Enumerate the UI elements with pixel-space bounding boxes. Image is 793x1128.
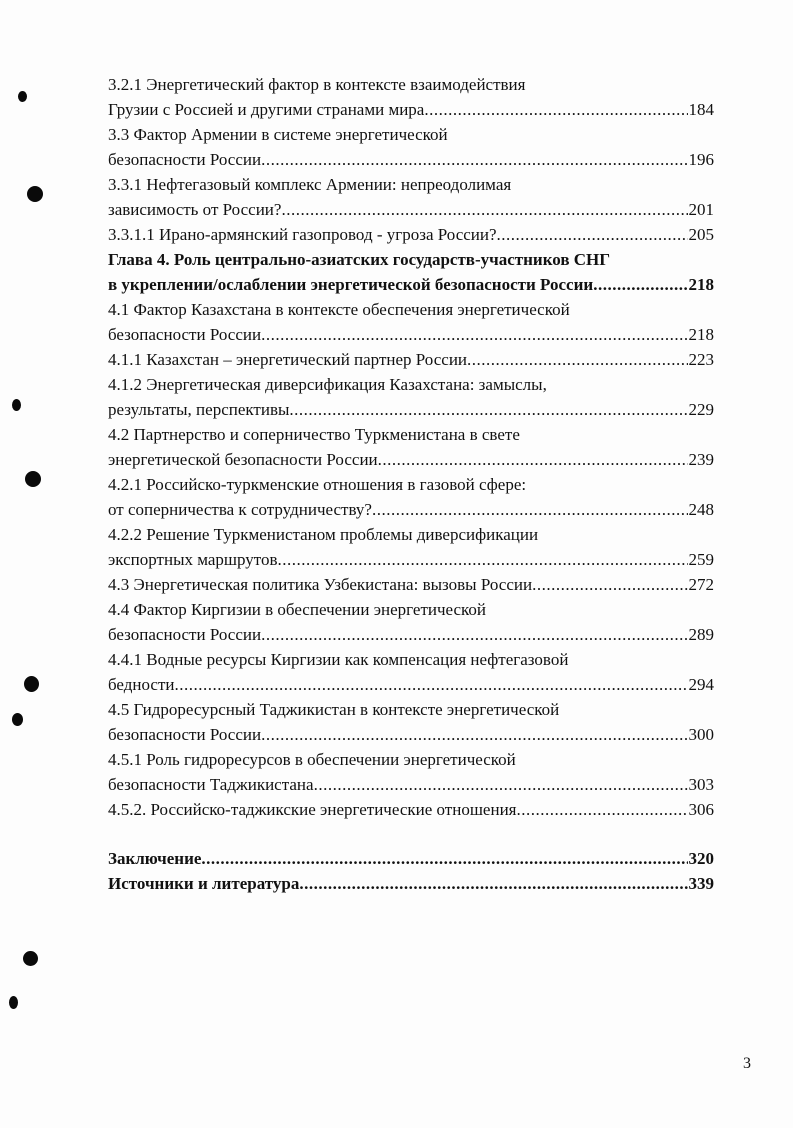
toc-entry-text: Грузии с Россией и другими странами мира bbox=[108, 100, 425, 119]
toc-line bbox=[108, 297, 714, 322]
toc-entry-text: 4.1.2 Энергетическая диверсификация Казахстана: замыслы, bbox=[108, 375, 547, 394]
toc-line bbox=[108, 447, 714, 472]
toc-entry-text: 4.4 Фактор Киргизии в обеспечении энергетической bbox=[108, 600, 487, 619]
binder-hole-mark bbox=[23, 951, 38, 966]
toc-line bbox=[108, 697, 714, 722]
binder-hole-mark bbox=[24, 676, 39, 692]
toc-entry-text: 3.3 Фактор Армении в системе энергетической bbox=[108, 125, 448, 144]
toc-entry-text: 4.2.1 Российско-туркменские отношения в газовой сфере: bbox=[108, 475, 527, 494]
toc-page-number: 201 bbox=[688, 200, 714, 219]
toc-entry-text: 4.3 Энергетическая политика Узбекистана: вызовы России bbox=[108, 575, 533, 594]
dot-leader bbox=[261, 722, 687, 747]
dot-leader bbox=[532, 572, 687, 597]
binder-hole-mark bbox=[25, 471, 41, 487]
toc-line bbox=[108, 572, 714, 597]
toc-page-number: 289 bbox=[688, 625, 714, 644]
toc-page-number: 294 bbox=[688, 675, 714, 694]
toc-line bbox=[108, 322, 714, 347]
binder-hole-mark bbox=[18, 91, 27, 102]
toc-entry-text: безопасности России bbox=[108, 325, 262, 344]
dot-leader bbox=[281, 197, 687, 222]
toc-page-number: 272 bbox=[688, 575, 714, 594]
toc-entry-text: безопасности Таджикистана bbox=[108, 775, 314, 794]
toc-page-number: 229 bbox=[688, 400, 714, 419]
toc-entry-text: бедности bbox=[108, 675, 175, 694]
toc-line bbox=[108, 497, 714, 522]
dot-leader bbox=[378, 447, 688, 472]
dot-leader bbox=[467, 347, 687, 372]
toc-line bbox=[108, 147, 714, 172]
toc-line bbox=[108, 222, 714, 247]
toc-entry-text: безопасности России bbox=[108, 625, 262, 644]
dot-leader bbox=[497, 222, 688, 247]
toc-line bbox=[108, 347, 714, 372]
dot-leader bbox=[261, 147, 687, 172]
toc-page-number: 218 bbox=[688, 275, 714, 294]
dot-leader bbox=[424, 97, 687, 122]
toc-entry-text: Заключение bbox=[108, 849, 202, 868]
toc-page-number: 320 bbox=[688, 849, 714, 868]
toc-line bbox=[108, 647, 714, 672]
toc-entry-text: экспортных маршрутов bbox=[108, 550, 278, 569]
dot-leader bbox=[175, 672, 688, 697]
toc-line bbox=[108, 122, 714, 147]
toc-line bbox=[108, 397, 714, 422]
toc-line bbox=[108, 522, 714, 547]
toc-page-number: 196 bbox=[688, 150, 714, 169]
page-number: 3 bbox=[743, 1055, 751, 1072]
toc-page-number: 184 bbox=[688, 100, 714, 119]
toc-page-number: 306 bbox=[688, 800, 714, 819]
dot-leader bbox=[278, 547, 688, 572]
dot-leader bbox=[372, 497, 688, 522]
dot-leader bbox=[299, 871, 687, 896]
binder-hole-mark bbox=[12, 713, 23, 726]
dot-leader bbox=[593, 272, 687, 297]
table-of-contents bbox=[108, 72, 714, 896]
toc-entry-text: 4.5.1 Роль гидроресурсов в обеспечении энергетической bbox=[108, 750, 516, 769]
toc-line bbox=[108, 597, 714, 622]
toc-line bbox=[108, 797, 714, 822]
toc-page-number: 205 bbox=[688, 225, 714, 244]
binder-hole-mark bbox=[12, 399, 21, 411]
toc-page-number: 218 bbox=[688, 325, 714, 344]
toc-entry-text: 4.2.2 Решение Туркменистаном проблемы диверсификации bbox=[108, 525, 539, 544]
toc-line bbox=[108, 372, 714, 397]
binder-hole-mark bbox=[27, 186, 43, 202]
toc-page-number: 223 bbox=[688, 350, 714, 369]
toc-entry-text: 3.3.1 Нефтегазовый комплекс Армении: непреодолимая bbox=[108, 175, 512, 194]
toc-entry-text: зависимость от России? bbox=[108, 200, 282, 219]
toc-entry-text: 4.5.2. Российско-таджикские энергетические отношения bbox=[108, 800, 517, 819]
toc-line bbox=[108, 672, 714, 697]
toc-chapter-heading bbox=[108, 272, 714, 297]
toc-entry-text: 4.1.1 Казахстан – энергетический партнер России bbox=[108, 350, 468, 369]
toc-line bbox=[108, 747, 714, 772]
toc-page-number: 248 bbox=[688, 500, 714, 519]
toc-entry-text: 4.2 Партнерство и соперничество Туркменистана в свете bbox=[108, 425, 520, 444]
toc-entry-text: энергетической безопасности России bbox=[108, 450, 378, 469]
toc-page-number: 300 bbox=[688, 725, 714, 744]
toc-entry-text: 4.4.1 Водные ресурсы Киргизии как компенсация нефтегазовой bbox=[108, 650, 569, 669]
toc-line bbox=[108, 547, 714, 572]
dot-leader bbox=[314, 772, 688, 797]
binder-hole-mark bbox=[9, 996, 18, 1009]
toc-line bbox=[108, 722, 714, 747]
toc-entry-text: от соперничества к сотрудничеству? bbox=[108, 500, 372, 519]
toc-sources bbox=[108, 871, 714, 896]
toc-entry-text: безопасности России bbox=[108, 725, 262, 744]
dot-leader bbox=[261, 322, 687, 347]
dot-leader bbox=[201, 846, 687, 871]
section-gap bbox=[108, 822, 714, 846]
toc-page-number: 303 bbox=[688, 775, 714, 794]
toc-conclusion bbox=[108, 846, 714, 871]
toc-entry-text: безопасности России bbox=[108, 150, 262, 169]
toc-line bbox=[108, 422, 714, 447]
toc-line bbox=[108, 472, 714, 497]
dot-leader bbox=[261, 622, 687, 647]
toc-page-number: 339 bbox=[688, 874, 714, 893]
toc-page-number: 259 bbox=[688, 550, 714, 569]
toc-entry-text: Глава 4. Роль центрально-азиатских государств-участников СНГ bbox=[108, 250, 611, 269]
toc-line bbox=[108, 97, 714, 122]
toc-entry-text: в укреплении/ослаблении энергетической безопасности России bbox=[108, 275, 594, 294]
toc-line bbox=[108, 772, 714, 797]
toc-entry-text: 4.1 Фактор Казахстана в контексте обеспечения энергетической bbox=[108, 300, 570, 319]
toc-chapter-heading bbox=[108, 247, 714, 272]
toc-entry-text: 4.5 Гидроресурсный Таджикистан в контексте энергетической bbox=[108, 700, 560, 719]
toc-line bbox=[108, 622, 714, 647]
toc-entry-text: результаты, перспективы bbox=[108, 400, 290, 419]
toc-entry-text: 3.2.1 Энергетический фактор в контексте взаимодействия bbox=[108, 75, 526, 94]
dot-leader bbox=[516, 797, 687, 822]
toc-line bbox=[108, 72, 714, 97]
toc-entry-text: 3.3.1.1 Ирано-армянский газопровод - угроза России? bbox=[108, 225, 497, 244]
toc-line bbox=[108, 172, 714, 197]
toc-page-number: 239 bbox=[688, 450, 714, 469]
toc-line bbox=[108, 197, 714, 222]
dot-leader bbox=[289, 397, 687, 422]
toc-entry-text: Источники и литература bbox=[108, 874, 300, 893]
